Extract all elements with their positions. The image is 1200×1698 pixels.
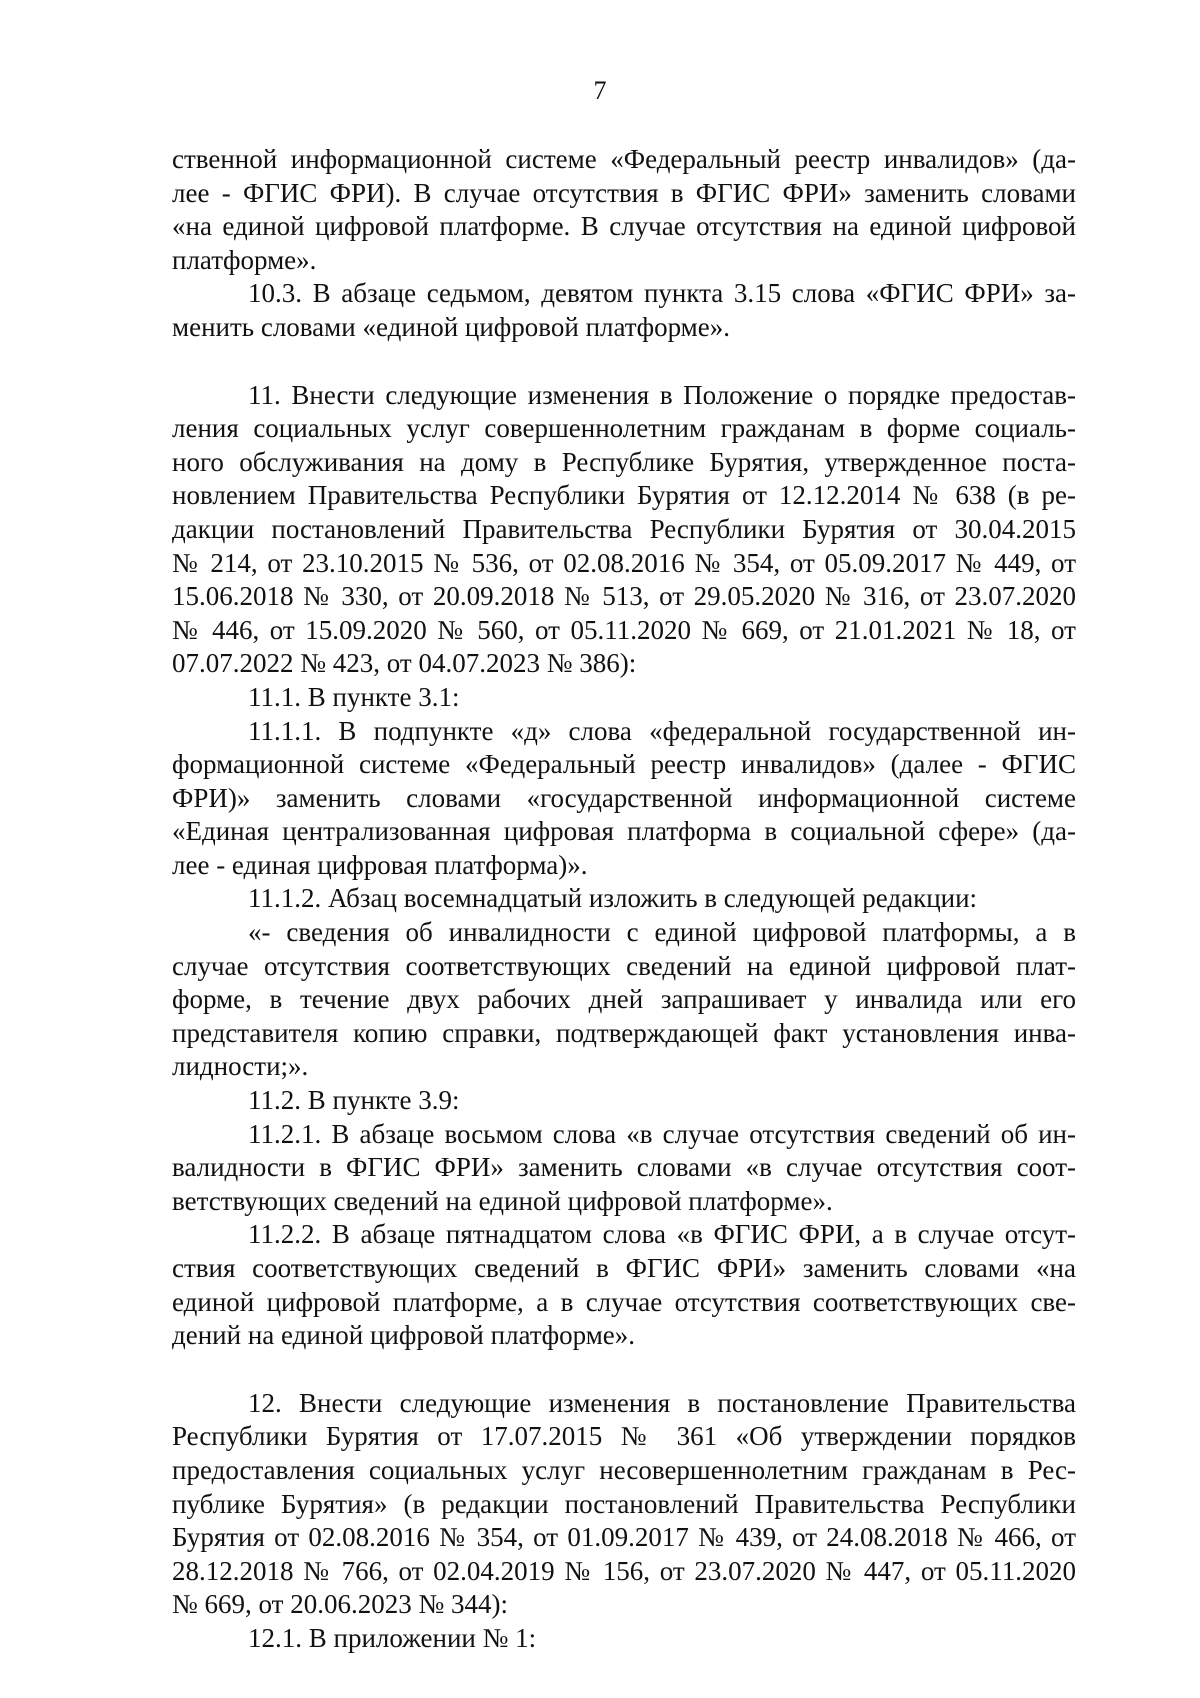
paragraph-12 bbox=[172, 1387, 1076, 1622]
text-line: 28.12.2018 № 766, от 02.04.2019 № 156, от 23.07.2020 № 447, от 05.11.2020 bbox=[172, 1555, 1076, 1586]
text-line: предоставления социальных услуг несовершеннолетним гражданам в Рес- bbox=[172, 1454, 1076, 1485]
text-line: 11.1.1. В подпункте «д» слова «федеральной государственной ин- bbox=[248, 715, 1076, 746]
text-line: «Единая централизованная цифровая платформа в социальной сфере» (да- bbox=[172, 816, 1076, 847]
text-line: ФРИ)» заменить словами «государственной информационной системе bbox=[172, 782, 1076, 813]
text-line: новлением Правительства Республики Бурятия от 12.12.2014 № 638 (в ре- bbox=[172, 480, 1076, 511]
paragraph-11-2-1 bbox=[172, 1118, 1076, 1219]
text-line: 11.1. В пункте 3.1: bbox=[248, 681, 460, 712]
paragraph-10-3 bbox=[172, 277, 1076, 344]
text-line: случае отсутствия соответствующих сведений на единой цифровой плат- bbox=[172, 950, 1076, 981]
text-line: лидности;». bbox=[172, 1051, 309, 1082]
text-line: ствия соответствующих сведений в ФГИС ФРИ» заменить словами «на bbox=[172, 1253, 1076, 1283]
text-line: валидности в ФГИС ФРИ» заменить словами «в случае отсутствия соот- bbox=[172, 1152, 1076, 1183]
paragraph-12-1 bbox=[172, 1622, 1076, 1656]
text-line: № 669, от 20.06.2023 № 344): bbox=[172, 1589, 508, 1620]
text-line: 11.1.2. Абзац восемнадцатый изложить в следующей редакции: bbox=[248, 883, 978, 914]
paragraph-11-1-2 bbox=[172, 882, 1076, 916]
text-line: лее - ФГИС ФРИ). В случае отсутствия в ФГИС ФРИ» заменить словами bbox=[172, 177, 1076, 208]
paragraph-11-1-1 bbox=[172, 715, 1076, 883]
text-line: представителя копию справки, подтверждающей факт установления инва- bbox=[172, 1017, 1076, 1048]
text-line: платформе». bbox=[172, 244, 317, 275]
text-line: менить словами «единой цифровой платформе». bbox=[172, 311, 730, 342]
text-line: 07.07.2022 № 423, от 04.07.2023 № 386): bbox=[172, 648, 637, 679]
paragraph-continuation bbox=[172, 143, 1076, 277]
document-body bbox=[172, 143, 1076, 1656]
text-line: 10.3. В абзаце седьмом, девятом пункта 3.15 слова «ФГИС ФРИ» за- bbox=[248, 278, 1076, 309]
text-line: 12.1. В приложении № 1: bbox=[248, 1622, 537, 1653]
text-line: «- сведения об инвалидности с единой цифровой платформы, а в bbox=[248, 917, 1076, 948]
text-line: дакции постановлений Правительства Республики Бурятия от 30.04.2015 bbox=[172, 513, 1076, 544]
paragraph-gap bbox=[172, 1353, 1076, 1387]
paragraph-11 bbox=[172, 379, 1076, 681]
text-line: ственной информационной системе «Федеральный реестр инвалидов» (да- bbox=[172, 144, 1076, 174]
text-line: 11.2. В пункте 3.9: bbox=[248, 1085, 460, 1116]
paragraph-quote bbox=[172, 916, 1076, 1084]
text-line: единой цифровой платформе, а в случае отсутствия соответствующих све- bbox=[172, 1286, 1076, 1317]
text-line: № 214, от 23.10.2015 № 536, от 02.08.2016 № 354, от 05.09.2017 № 449, от bbox=[172, 547, 1076, 578]
text-line: 12. Внести следующие изменения в постановление Правительства bbox=[248, 1387, 1076, 1418]
text-line: ления социальных услуг совершеннолетним гражданам в форме социаль- bbox=[172, 413, 1076, 444]
paragraph-gap bbox=[172, 345, 1076, 379]
text-line: ветствующих сведений на единой цифровой платформе». bbox=[172, 1185, 833, 1216]
text-line: лее - единая цифровая платформа)». bbox=[172, 849, 588, 880]
text-line: 15.06.2018 № 330, от 20.09.2018 № 513, от 29.05.2020 № 316, от 23.07.2020 bbox=[172, 581, 1076, 612]
paragraph-11-2-2 bbox=[172, 1218, 1076, 1352]
paragraph-11-2 bbox=[172, 1084, 1076, 1118]
text-line: публике Бурятия» (в редакции постановлений Правительства Республики bbox=[172, 1488, 1076, 1519]
text-line: 11.2.1. В абзаце восьмом слова «в случае отсутствия сведений об ин- bbox=[248, 1118, 1076, 1149]
paragraph-11-1 bbox=[172, 681, 1076, 715]
text-line: форме, в течение двух рабочих дней запрашивает у инвалида или его bbox=[172, 984, 1076, 1015]
text-line: Республики Бурятия от 17.07.2015 № 361 «Об утверждении порядков bbox=[172, 1421, 1076, 1452]
text-line: формационной системе «Федеральный реестр инвалидов» (далее - ФГИС bbox=[172, 749, 1076, 780]
text-line: 11. Внести следующие изменения в Положение о порядке предостав- bbox=[248, 379, 1076, 410]
text-line: Бурятия от 02.08.2016 № 354, от 01.09.2017 № 439, от 24.08.2018 № 466, от bbox=[172, 1522, 1076, 1553]
text-line: 11.2.2. В абзаце пятнадцатом слова «в ФГИС ФРИ, а в случае отсут- bbox=[248, 1219, 1076, 1250]
page-number: 7 bbox=[593, 76, 607, 105]
text-line: «на единой цифровой платформе. В случае отсутствия на единой цифровой bbox=[172, 211, 1076, 242]
text-line: ного обслуживания на дому в Республике Бурятия, утвержденное поста- bbox=[172, 446, 1076, 477]
text-line: дений на единой цифровой платформе». bbox=[172, 1320, 636, 1351]
text-line: № 446, от 15.09.2020 № 560, от 05.11.2020 № 669, от 21.01.2021 № 18, от bbox=[172, 614, 1076, 645]
